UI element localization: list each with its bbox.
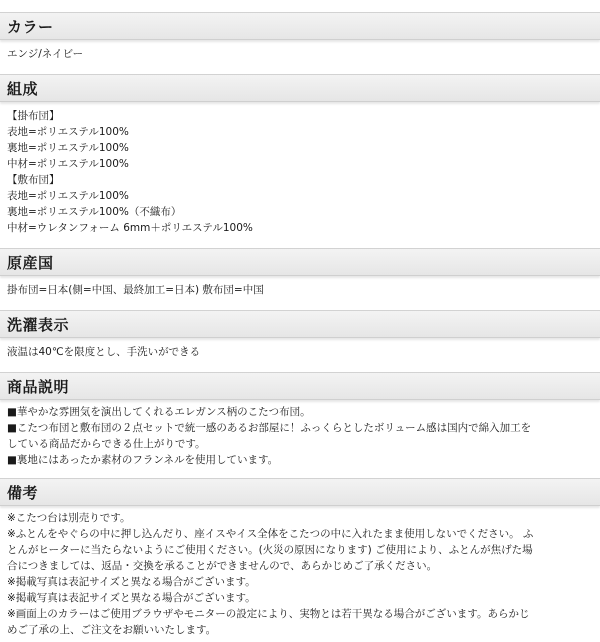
section-color xyxy=(0,12,600,68)
section-body xyxy=(0,400,600,472)
text-line: 掛布団=日本(側=中国、最終加工=日本) 敷布団=中国 xyxy=(7,284,264,296)
text-line: ■裏地にはあったか素材のフランネルを使用しています。 xyxy=(7,454,279,466)
text-line: 合につきましては、返品・交換を承ることができませんので、あらかじめご了承ください。 xyxy=(7,560,438,572)
text-line: 【掛布団】 xyxy=(7,110,60,122)
section-body xyxy=(0,506,600,642)
text-line: 中材=ポリエステル100% xyxy=(7,158,129,170)
section-body xyxy=(0,40,600,68)
text-line: している商品だからできる仕上がりです。 xyxy=(7,438,206,450)
text-line: 中材=ウレタンフォーム 6mm＋ポリエステル100% xyxy=(7,222,253,234)
text-line: 表地=ポリエステル100% xyxy=(7,126,129,138)
text-line: めご了承の上、ご注文をお願いいたします。 xyxy=(7,624,217,636)
text-line: 裏地=ポリエステル100%（不織布） xyxy=(7,206,182,218)
text-line: 液温は40℃を限度とし、手洗いができる xyxy=(7,346,201,358)
text-line: ■こたつ布団と敷布団の２点セットで統一感のあるお部屋に！ふっくらとしたボリューム感は国内で綿入加工を xyxy=(7,422,532,434)
section-composition xyxy=(0,74,600,242)
section-header xyxy=(0,478,600,506)
section-washing xyxy=(0,310,600,366)
section-title: 商品説明 xyxy=(7,377,70,396)
section-title: カラー xyxy=(7,17,54,36)
text-line: 【敷布団】 xyxy=(7,174,60,186)
section-notes xyxy=(0,478,600,642)
text-line: ※掲載写真は表記サイズと異なる場合がございます。 xyxy=(7,592,256,604)
text-line: ※こたつ台は別売りです。 xyxy=(7,512,131,524)
section-header xyxy=(0,310,600,338)
text-line: とんがヒーターに当たらないようにご使用ください。(火災の原因になります) ご使用により、ふとんが焦げた場 xyxy=(7,544,533,556)
section-body xyxy=(0,276,600,304)
text-line: 裏地=ポリエステル100% xyxy=(7,142,129,154)
section-description xyxy=(0,372,600,472)
section-body xyxy=(0,102,600,242)
section-header xyxy=(0,12,600,40)
section-origin xyxy=(0,248,600,304)
section-header xyxy=(0,372,600,400)
section-body xyxy=(0,338,600,366)
section-title: 組成 xyxy=(7,79,39,98)
section-header xyxy=(0,248,600,276)
text-line: ■華やかな雰囲気を演出してくれるエレガンス柄のこたつ布団。 xyxy=(7,406,311,418)
section-title: 洗濯表示 xyxy=(7,315,70,334)
text-line: ※ふとんをやぐらの中に押し込んだり、座イスやイス全体をこたつの中に入れたまま使用しないでください。 ふ xyxy=(7,528,534,540)
section-title: 備考 xyxy=(7,483,39,502)
section-title: 原産国 xyxy=(7,253,54,272)
product-spec-page xyxy=(0,12,600,636)
color-value: エンジ/ネイビー xyxy=(7,48,84,60)
text-line: ※掲載写真は表記サイズと異なる場合がございます。 xyxy=(7,576,256,588)
section-header xyxy=(0,74,600,102)
text-line: ※画面上のカラーはご使用ブラウザやモニターの設定により、実物とは若干異なる場合がございます。あらかじ xyxy=(7,608,530,620)
text-line: 表地=ポリエステル100% xyxy=(7,190,129,202)
